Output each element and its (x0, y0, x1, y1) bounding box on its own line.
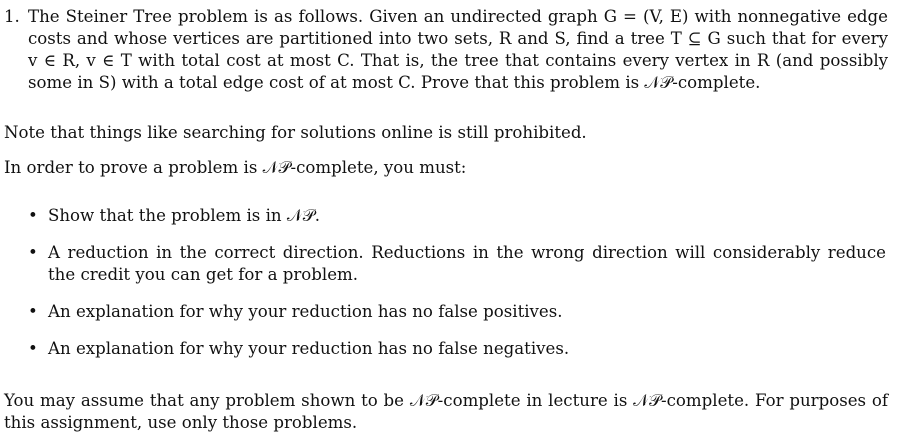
list-item-text: An explanation for why your reduction has no false negatives. (48, 339, 570, 358)
problem-statement (4, 6, 888, 94)
bullet-icon: • (28, 206, 38, 225)
note-paragraph: Note that things like searching for solutions online is still prohibited. (4, 123, 587, 142)
problem-text: The Steiner Tree problem is as follows. Given an undirected graph G = (V, E) with nonnegative edge costs and whose vertices are partitioned into two sets, R and S, find a tree T ⊆ G such that for every v ∈ R, v ∈ T with total cost at most C. That is, the tree that contains every vertex in R (and possibly some in S) with a total edge cost of at most C. Prove that this problem is 𝒩𝒫-complete. (28, 7, 888, 92)
closing-paragraph: You may assume that any problem shown to be 𝒩𝒫-complete in lecture is 𝒩𝒫-complete. For purposes of this assignment, use only those problems. (4, 391, 888, 432)
bullet-icon: • (28, 243, 38, 262)
list-item-text: An explanation for why your reduction has no false positives. (48, 302, 563, 321)
prove-intro: In order to prove a problem is 𝒩𝒫-complete, you must: (4, 158, 467, 177)
list-item (26, 301, 886, 323)
list-item-text: Show that the problem is in 𝒩𝒫. (48, 206, 320, 225)
list-item (26, 242, 886, 286)
list-item (26, 338, 886, 360)
list-item (26, 205, 886, 227)
problem-number: 1. (4, 7, 20, 26)
list-item-text: A reduction in the correct direction. Reductions in the wrong direction will considerably reduce the credit you can get for a problem. (48, 243, 886, 284)
bullet-icon: • (28, 302, 38, 321)
requirements-list (26, 205, 886, 375)
bullet-icon: • (28, 339, 38, 358)
